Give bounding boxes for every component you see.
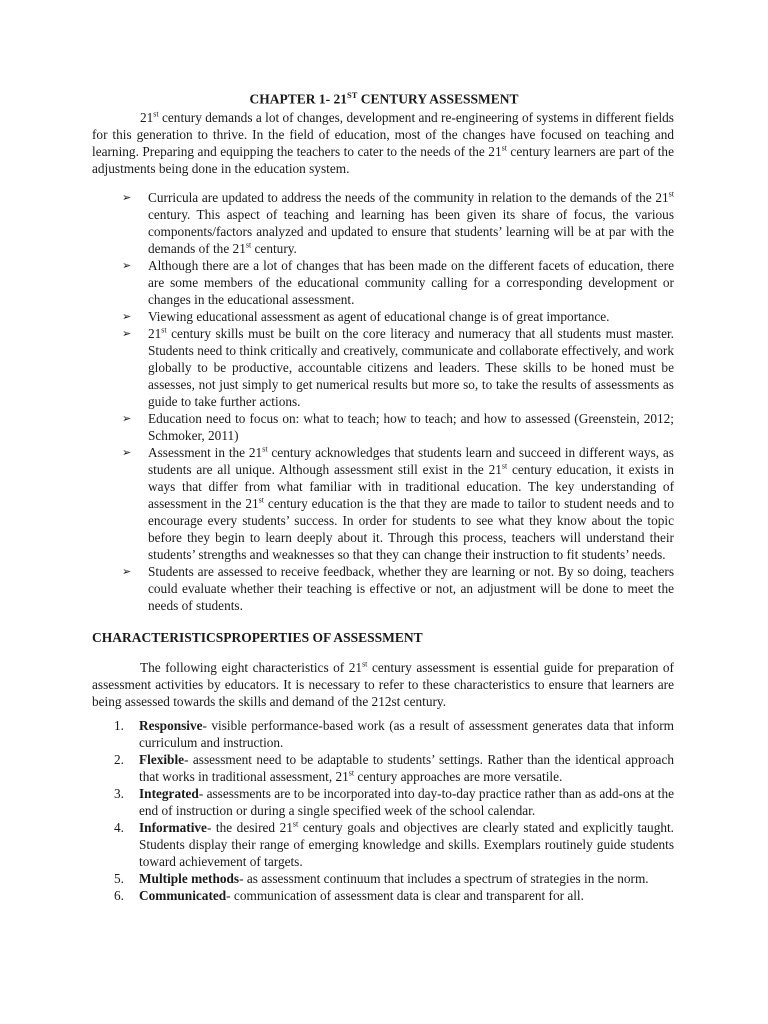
- list-item: 4. Informative- the desired 21st century goals and objectives are clearly stated and explicitly taught. Students display their range of emerging knowledge and skills. Exemplars routinely guide students toward achievement of targets.: [114, 819, 675, 869]
- intro-paragraph: 21st century demands a lot of changes, development and re-engineering of systems in different fields for this generation to thrive. In the field of education, most of the changes have focused on teaching and learning. Preparing and equipping the teachers to cater to the needs of the 21st century learners are part of the adjustments being done in the education system.: [92, 109, 674, 176]
- arrow-bullet-icon: ➢: [122, 310, 132, 323]
- bullet-item: ➢ Students are assessed to receive feedback, whether they are learning or not. By so doing, teachers could evaluate whether their teaching is effective or not, an adjustment will be done to meet the needs of students.: [122, 564, 674, 613]
- bullet-item: ➢ 21st century skills must be built on the core literacy and numeracy that all students must master. Students need to think critically and creatively, communicate and collaborate effectively, and work globally to be productive, accountable citizens and leaders. These skills to be honed must be assesses, not just simply to get numerical results but more so, to take the results of assessments as guide to take further actions.: [122, 325, 674, 409]
- bullet-item: ➢ Curricula are updated to address the needs of the community in relation to the demands of the 21st century. This aspect of teaching and learning has been given its share of focus, the various components/factors analyzed and updated to ensure that students’ learning will be at par with the demands of the 21st century.: [122, 189, 674, 256]
- bullet-item: ➢ Viewing educational assessment as agent of educational change is of great importance.: [122, 309, 610, 324]
- list-item: 5. Multiple methods- as assessment continuum that includes a spectrum of strategies in the norm.: [114, 871, 649, 886]
- title-superscript: ST: [347, 90, 358, 100]
- title-text: CHAPTER 1- 21: [249, 91, 347, 107]
- list-item: 2. Flexible- assessment need to be adaptable to students’ settings. Rather than the identical approach that works in traditional assessment, 21st century approaches are more versatile.: [114, 752, 674, 784]
- bullet-list: [122, 189, 674, 614]
- bullet-item: ➢ Education need to focus on: what to teach; how to teach; and how to assessed (Greenstein, 2012; Schmoker, 2011): [122, 411, 674, 443]
- arrow-bullet-icon: ➢: [122, 259, 132, 272]
- characteristics-list: [114, 717, 674, 904]
- chapter-title: [0, 86, 768, 109]
- section-heading: CHARACTERISTICSPROPERTIES OF ASSESSMENT: [92, 630, 423, 645]
- list-item: 3. Integrated- assessments are to be incorporated into day-to-day practice rather than as add-ons at the end of instruction or during a single specified week of the school calendar.: [114, 786, 674, 818]
- arrow-bullet-icon: ➢: [122, 446, 132, 459]
- arrow-bullet-icon: ➢: [122, 565, 132, 578]
- arrow-bullet-icon: ➢: [122, 191, 132, 204]
- list-item: 1. Responsive- visible performance-based work (as a result of assessment generates data that inform curriculum and instruction.: [114, 718, 674, 750]
- bullet-item: ➢ Assessment in the 21st century acknowledges that students learn and succeed in different ways, as students are all unique. Although assessment still exist in the 21st century education, it exists in ways that differ from what familiar with in traditional education. The key understanding of assessment in the 21st century education is the that they are made to tailor to student needs and to encourage every students’ success. In order for students to see what they know about the topic before they begin to learn deeply about it. Through this process, teachers will understand their students’ strengths and weaknesses so that they can change their instruction to fit students’ needs.: [122, 444, 674, 562]
- arrow-bullet-icon: ➢: [122, 412, 132, 425]
- bullet-item: ➢ Although there are a lot of changes that has been made on the different facets of education, there are some members of the educational community calling for a corresponding development or changes in the educational assessment.: [122, 258, 674, 307]
- arrow-bullet-icon: ➢: [122, 327, 132, 340]
- title-text-end: CENTURY ASSESSMENT: [357, 91, 519, 107]
- list-item: 6. Communicated- communication of assessment data is clear and transparent for all.: [114, 888, 584, 903]
- characteristics-intro-paragraph: The following eight characteristics of 21st century assessment is essential guide for preparation of assessment activities by educators. It is necessary to refer to these characteristics to ensure that learners are being assessed towards the skills and demand of the 212st century.: [92, 659, 674, 709]
